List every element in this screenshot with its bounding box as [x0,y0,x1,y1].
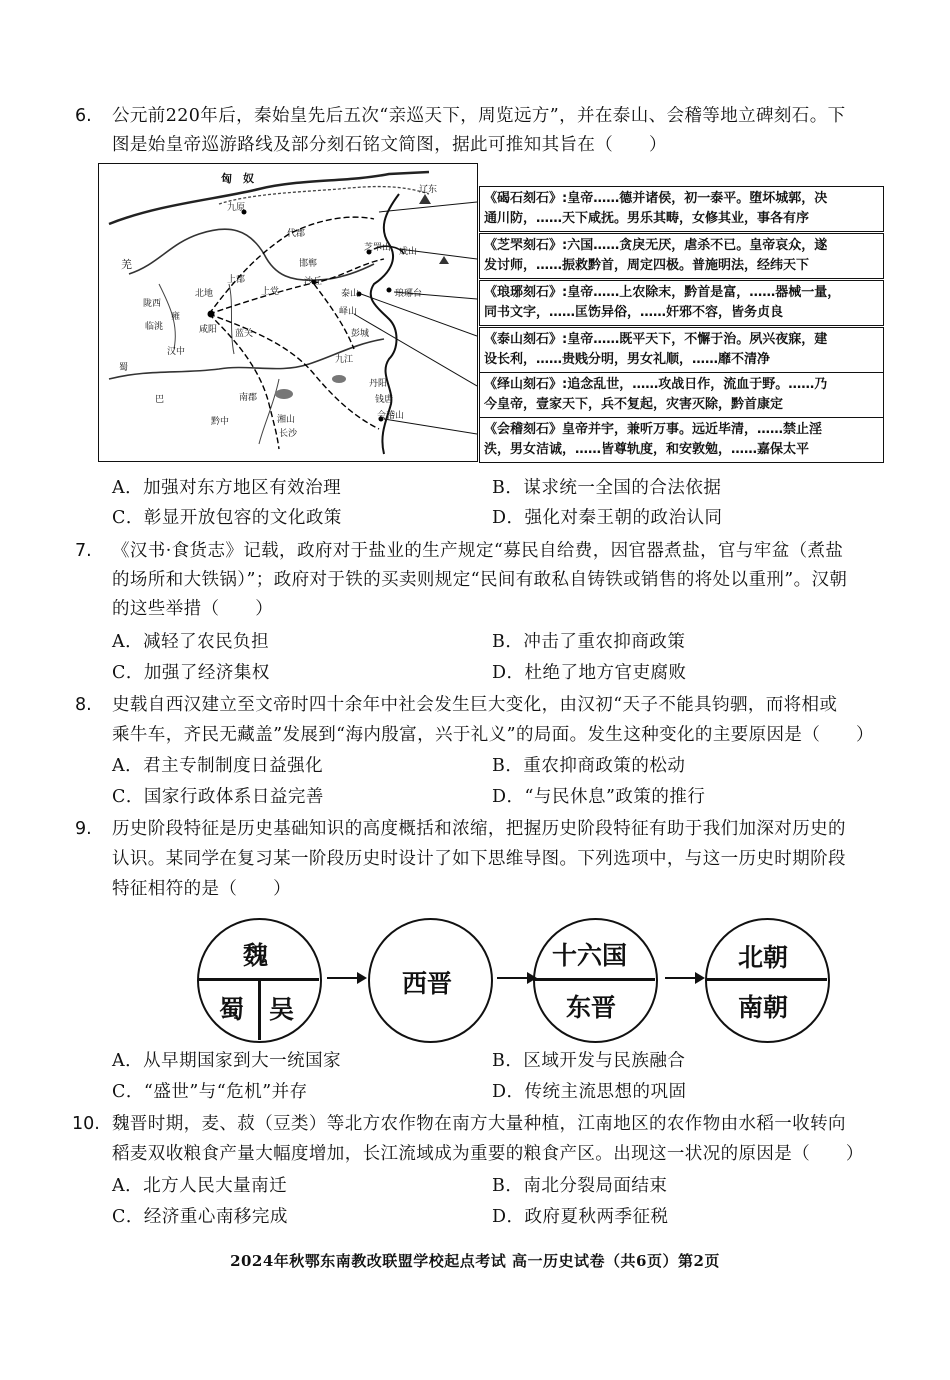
dynasty-western-jin: 西晋 [402,969,453,998]
inscription-line: 《碣石刻石》:皇帝……德并诸侯，初一泰平。堕坏城郭，决 [484,191,828,206]
map-label: 琅琊台 [395,289,423,299]
inscription-line: 发讨师，……振救黔首，周定四极。普施明法，经纬天下 [484,258,810,273]
option-b[interactable]: B．南北分裂局面结束 [492,1176,668,1196]
question-7-text: 的场所和大铁锅）”；政府对于铁的买卖则规定“民间有敢私自铸铁或销售的将处以重刑”。汉朝 [112,570,848,590]
question-6-text: 公元前220年后，秦始皇先后五次“亲巡天下，周览远方”，并在泰山、会稽等地立碑刻石。下 [112,106,846,126]
option-c[interactable]: C．加强了经济集权 [112,663,270,683]
inscription-line: 《绎山刻石》:追念乱世，……攻战日作，流血于野。……乃 [484,377,828,392]
southern-dynasties: 南朝 [738,993,789,1022]
map-label: 沙丘 [304,277,323,287]
circle-three-kingdoms [197,918,322,1043]
map-label: 九江 [335,355,354,365]
map-label: 泰山 [341,289,360,299]
map-label: 上党 [261,287,280,297]
map-label: 蓝关 [235,329,254,339]
inscription-line: 设长利，……贵贱分明，男女礼顺，……靡不清净 [484,352,771,367]
inscription-line: 今皇帝，壹家天下，兵不复起，灾害灭除，黔首康定 [484,397,784,412]
map-label: 北地 [195,289,214,299]
inscription-yishan [479,372,884,418]
page-footer: 2024年秋鄂东南教改联盟学校起点考试 高一历史试卷（共6页）第2页 [230,1252,720,1270]
map-label: 咸阳 [199,325,218,335]
map-label: 会稽山 [377,411,405,421]
kingdom-wei: 魏 [243,941,269,970]
option-a[interactable]: A．减轻了农民负担 [112,632,270,652]
question-6-number: 6. [75,106,92,126]
map-label: 黔中 [211,417,230,427]
option-a[interactable]: A．北方人民大量南迁 [112,1176,288,1196]
question-7-number: 7. [75,541,92,561]
northern-dynasties: 北朝 [738,943,789,972]
map-label: 长沙 [279,429,298,439]
map-label: 陇西 [143,299,162,309]
map-label: 代郡 [287,229,306,239]
map-label: 芝罘山 [364,243,392,253]
circle-sixteen-kingdoms [533,918,658,1043]
inscription-taishan [479,327,884,373]
map-label: 汉中 [167,347,186,357]
qin-tour-map [98,163,478,462]
question-8-text: 史载自西汉建立至文帝时四十余年中社会发生巨大变化，由汉初“天子不能具钧驷，而将相或 [112,695,838,715]
inscription-kuaiji [479,417,884,463]
option-b[interactable]: B．谋求统一全国的合法依据 [492,478,722,498]
option-d[interactable]: D．政府夏秋两季征税 [492,1207,669,1227]
question-8-text: 乘牛车，齐民无藏盖”发展到“海内殷富，兴于礼义”的局面。发生这种变化的主要原因是（ ） [112,725,874,745]
question-7-text: 的这些举措（ ） [112,599,274,619]
map-label: 钱唐 [375,395,394,405]
inscription-langya [479,280,884,326]
inscription-line: 同书文字，……匡饬异俗，……奸邪不容，皆务贞良 [484,305,784,320]
question-7-text: 《汉书·食货志》记载，政府对于盐业的生产规定“募民自给费，因官器煮盐，官与牢盆（煮盐 [112,541,844,561]
question-10-number: 10. [72,1114,100,1134]
map-label: 邯郸 [299,259,318,269]
map-label: 上郡 [227,275,246,285]
option-a[interactable]: A．加强对东方地区有效治理 [112,478,342,498]
map-label: 雍 [171,312,181,322]
question-6-text: 图是始皇帝巡游路线及部分刻石铭文简图，据此可推知其旨在（ ） [112,135,667,155]
map-label: 九原 [227,203,246,213]
inscription-line: 泆，男女洁诚，……皆尊轨度，和安敦勉，……嘉保太平 [484,442,810,457]
arrow-icon [663,968,708,988]
option-c[interactable]: C．彰显开放包容的文化政策 [112,508,342,528]
map-label: 辽东 [419,185,438,195]
circle-western-jin [368,918,493,1043]
question-9-text: 特征相符的是（ ） [112,879,291,899]
map-label: 湘山 [277,415,296,425]
inscription-line: 《泰山刻石》:皇帝……既平天下，不懈于治。夙兴夜寐，建 [484,332,828,347]
option-d[interactable]: D．“与民休息”政策的推行 [492,787,706,807]
option-c[interactable]: C．经济重心南移完成 [112,1207,288,1227]
option-c[interactable]: C．国家行政体系日益完善 [112,787,324,807]
map-label: 羌 [121,258,132,271]
option-b[interactable]: B．重农抑商政策的松动 [492,756,686,776]
eastern-jin: 东晋 [566,993,617,1022]
map-label: 彭城 [351,329,370,339]
option-b[interactable]: B．冲击了重农抑商政策 [492,632,686,652]
map-label: 蜀 [119,363,129,373]
map-label: 成山 [399,247,418,257]
sixteen-kingdoms: 十六国 [552,941,628,970]
question-9-text: 认识。某同学在复习某一阶段历史时设计了如下思维导图。下列选项中，与这一历史时期阶段 [112,849,846,869]
inscription-line: 《芝罘刻石》:六国……贪戾无厌，虐杀不已。皇帝哀众，遂 [484,238,828,253]
map-label: 匈 奴 [221,172,254,185]
map-label: 巴 [155,395,165,405]
option-d[interactable]: D．杜绝了地方官吏腐败 [492,663,687,683]
kingdom-wu: 吴 [269,995,295,1024]
inscription-line: 通川防，……天下咸抚。男乐其畴，女修其业，事各有序 [484,211,810,226]
option-c[interactable]: C．“盛世”与“危机”并存 [112,1082,308,1102]
arrow-icon [325,968,370,988]
inscription-zhifu [479,233,884,279]
question-9-text: 历史阶段特征是历史基础知识的高度概括和浓缩，把握历史阶段特征有助于我们加深对历史的 [112,819,846,839]
option-d[interactable]: D．强化对秦王朝的政治认同 [492,508,723,528]
option-d[interactable]: D．传统主流思想的巩固 [492,1082,687,1102]
map-label: 临洮 [145,322,164,332]
inscription-line: 《会稽刻石》皇帝并宇，兼听万事。远近毕清，……禁止淫 [484,422,823,437]
kingdom-shu: 蜀 [219,995,245,1024]
map-label: 南郡 [239,393,258,403]
map-label: 峄山 [339,307,358,317]
question-10-text: 稻麦双收粮食产量大幅度增加，长江流域成为重要的粮食产区。出现这一状况的原因是（ ） [112,1144,864,1164]
question-10-text: 魏晋时期，麦、菽（豆类）等北方农作物在南方大量种植，江南地区的农作物由水稻一收转向 [112,1114,846,1134]
option-a[interactable]: A．从早期国家到大一统国家 [112,1051,342,1071]
option-a[interactable]: A．君主专制制度日益强化 [112,756,324,776]
map-label: 丹阳 [369,379,388,389]
option-b[interactable]: B．区域开发与民族融合 [492,1051,686,1071]
inscription-jieshi [479,186,884,232]
circle-northern-southern [705,918,830,1043]
question-9-number: 9. [75,819,92,839]
question-8-number: 8. [75,695,92,715]
inscription-line: 《琅琊刻石》:皇帝……上农除末，黔首是富，……器械一量， [484,285,841,300]
